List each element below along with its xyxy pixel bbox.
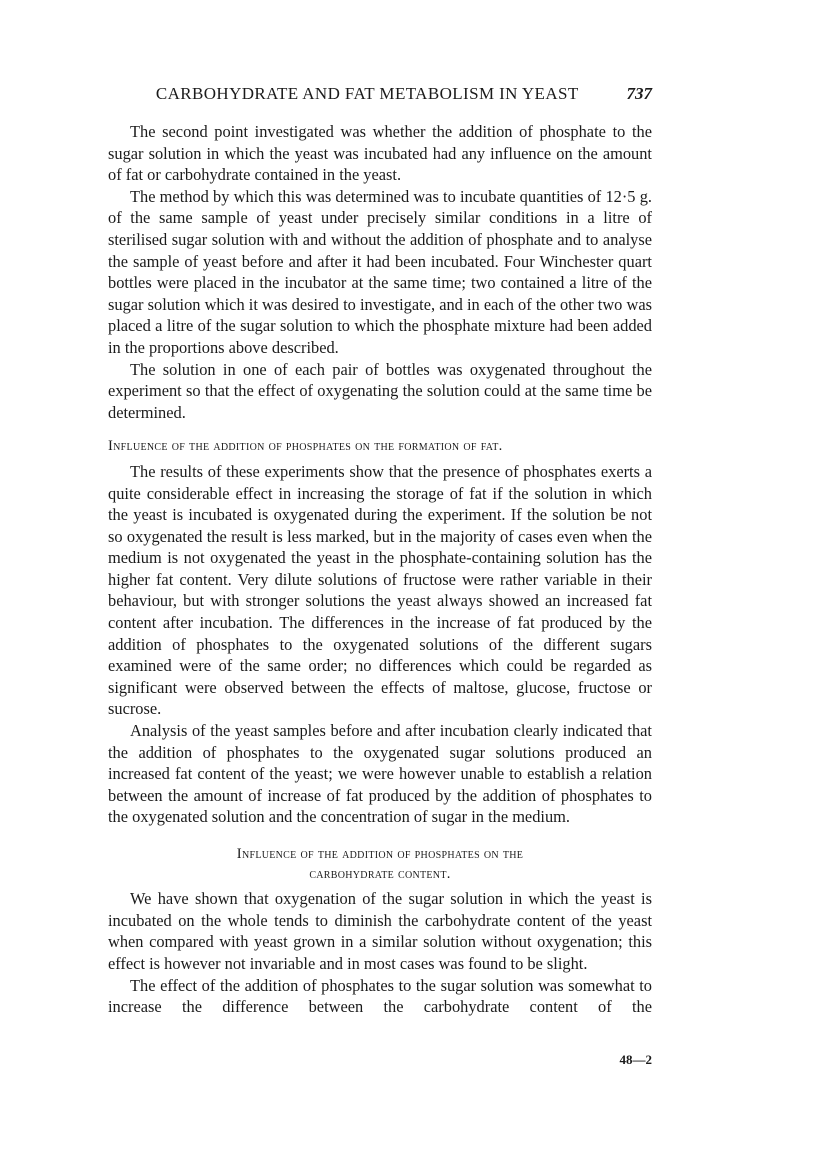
paragraph: The second point investigated was whether the addition of phosphate to the sugar solution in which the yeast was incubated had any influence on the amount of fat or carbohydrate contained in the yeast. <box>108 122 652 185</box>
section-heading-carbohydrate <box>108 844 652 885</box>
running-header <box>108 84 652 110</box>
section-heading-fat: Influence of the addition of phosphates on the formation of fat. <box>108 438 503 455</box>
article-body <box>108 121 652 1018</box>
running-title: CARBOHYDRATE AND FAT METABOLISM IN YEAST <box>155 84 579 103</box>
paragraph: The method by which this was determined was to incubate quantities of 12·5 g. of the same sample of yeast under precisely similar conditions in a litre of sterilised sugar solution with and without the addition of phosphate and to analyse the sample of yeast before and after it had been incubated. Four Winchester quart bottles were placed in the incubator at the same time; two contained a litre of the sugar solution which it was desired to investigate, and in each of the other two was placed a litre of the sugar solution to which the phosphate mixture had been added in the proportions above described. <box>108 186 652 357</box>
heading-line: carbohydrate content. <box>309 865 451 882</box>
paragraph: Analysis of the yeast samples before and after incubation clearly indicated that the addition of phosphates to the oxygenated sugar solutions produced an increased fat content of the yeast; we were however unable to establish a relation between the amount of increase of fat produced by the addition of phosphates to the oxygenated solution and the concentration of sugar in the medium. <box>108 721 652 827</box>
heading-line: Influence of the addition of phosphates on the <box>236 846 524 862</box>
signature-mark: 48—2 <box>619 1052 652 1067</box>
paragraph: We have shown that oxygenation of the sugar solution in which the yeast is incubated on the whole tends to diminish the carbohydrate content of the yeast when compared with yeast grown in a similar solution without oxygenation; this effect is however not invariable and in most cases was found to be slight. <box>108 889 652 973</box>
paragraph: The solution in one of each pair of bottles was oxygenated throughout the experiment so that the effect of oxygenating the solution could at the same time be determined. <box>108 359 652 422</box>
paragraph: The results of these experiments show that the presence of phosphates exerts a quite considerable effect in increasing the storage of fat if the solution in which the yeast is incubated is oxygenated during the experiment. If the solution be not so oxygenated the result is less marked, but in the majority of cases even when the medium is not oxygenated the yeast in the phosphate-containing solution has the higher fat content. Very dilute solutions of fructose were rather variable in their behaviour, but with stronger solutions the yeast always showed an increased fat content after incubation. The differences in the increase of fat produced by the addition of phosphates to the oxygenated solutions of the different sugars examined were of the same order; no differences which could be regarded as significant were observed between the effects of maltose, glucose, fructose or sucrose. <box>108 461 652 719</box>
paragraph: The effect of the addition of phosphates to the sugar solution was somewhat to increase the difference between the carbohydrate content of the <box>108 975 652 1017</box>
page-number: 737 <box>626 84 652 103</box>
